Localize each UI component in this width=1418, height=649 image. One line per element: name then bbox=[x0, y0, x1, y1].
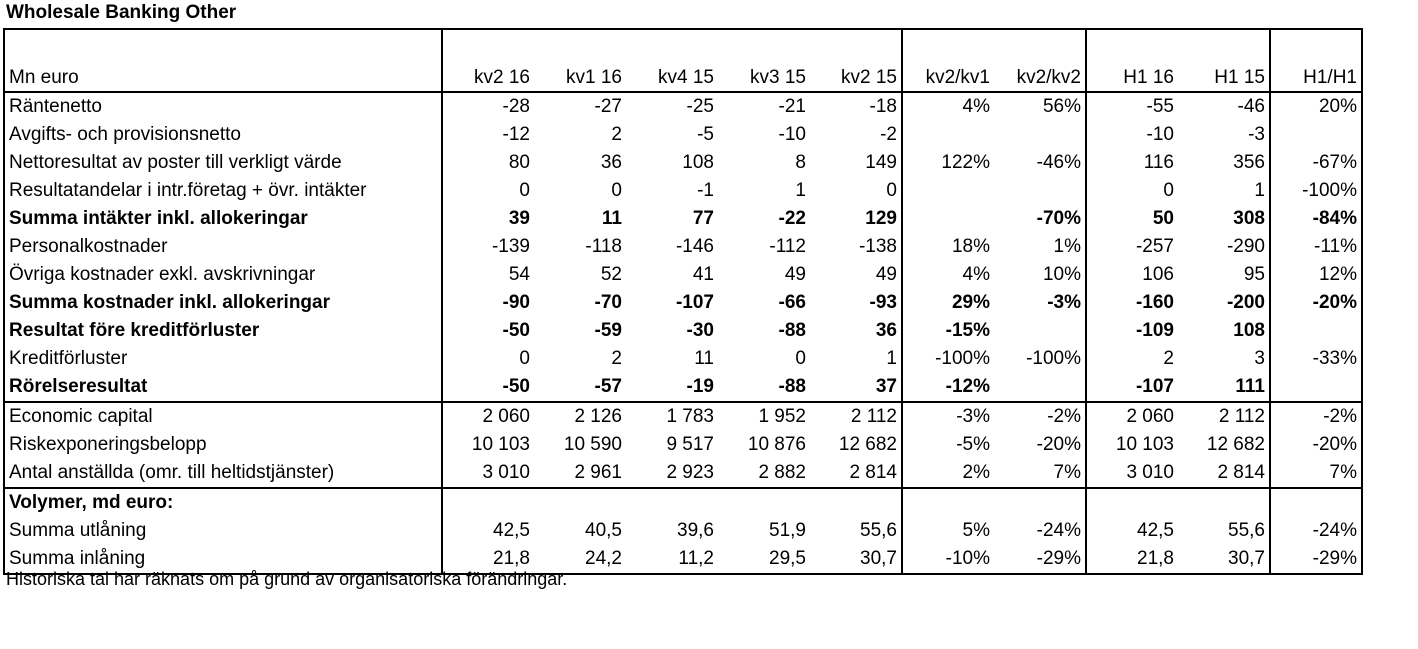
table-cell: 111 bbox=[1235, 376, 1265, 397]
table-cell: 9 517 bbox=[666, 434, 714, 455]
table-row bbox=[4, 205, 1362, 233]
table-cell bbox=[902, 205, 994, 233]
table-cell: 308 bbox=[1233, 208, 1265, 229]
table-cell: -33% bbox=[1270, 345, 1362, 373]
table-row bbox=[4, 92, 1362, 121]
table-cell: 49 bbox=[784, 264, 806, 285]
table-cell: -15% bbox=[902, 317, 994, 345]
column-header: kv2 16 bbox=[442, 29, 534, 92]
table-cell: 3 bbox=[1254, 348, 1265, 369]
row-label: Rörelseresultat bbox=[4, 373, 442, 402]
row-label: Avgifts- och provisionsnetto bbox=[4, 121, 442, 149]
row-label: Resultatandelar i intr.företag + övr. intäkter bbox=[4, 177, 442, 205]
table-cell: 10 590 bbox=[563, 434, 622, 455]
table-cell: 1 783 bbox=[626, 402, 718, 431]
table-cell bbox=[1270, 373, 1362, 402]
table-cell: 2% bbox=[902, 459, 994, 488]
table-cell: -2% bbox=[1270, 402, 1362, 431]
table-cell: 1 bbox=[795, 180, 806, 201]
table-cell: 0 bbox=[442, 345, 534, 373]
table-cell: 30,7 bbox=[1178, 545, 1270, 574]
table-cell: 18% bbox=[902, 233, 994, 261]
table-cell: -139 bbox=[442, 233, 534, 261]
table-row bbox=[4, 233, 1362, 261]
table-cell: 356 bbox=[1233, 152, 1265, 173]
table-cell: 10 103 bbox=[1086, 431, 1178, 459]
table-cell: 42,5 bbox=[1086, 517, 1178, 545]
table-cell: -28 bbox=[442, 92, 534, 121]
table-cell: -70 bbox=[594, 292, 622, 313]
table-cell: 11,2 bbox=[626, 545, 718, 574]
table-cell: 10 876 bbox=[747, 434, 806, 455]
table-cell: -5% bbox=[902, 431, 994, 459]
table-cell: -12 bbox=[442, 121, 534, 149]
table-cell bbox=[442, 488, 534, 517]
table-row bbox=[4, 317, 1362, 345]
table-cell: -100% bbox=[1270, 177, 1362, 205]
table-cell: 21,8 bbox=[1086, 545, 1178, 574]
table-cell bbox=[902, 488, 994, 517]
table-cell: 2 bbox=[611, 124, 622, 145]
table-cell: -290 bbox=[1226, 236, 1265, 257]
table-cell: 12% bbox=[1270, 261, 1362, 289]
column-header: kv1 16 bbox=[534, 29, 626, 92]
table-cell: 2 bbox=[1086, 345, 1178, 373]
table-cell: 116 bbox=[1086, 149, 1178, 177]
table-cell: 2 923 bbox=[666, 462, 714, 483]
row-label: Övriga kostnader exkl. avskrivningar bbox=[4, 261, 442, 289]
column-header: kv3 15 bbox=[718, 29, 810, 92]
table-cell: -57 bbox=[594, 376, 622, 397]
table-cell: -109 bbox=[1086, 317, 1178, 345]
table-cell: 3 010 bbox=[442, 459, 534, 488]
table-cell: -2% bbox=[994, 402, 1086, 431]
table-cell: 1 bbox=[1254, 180, 1265, 201]
table-cell: -27 bbox=[594, 96, 622, 117]
table-cell: -24% bbox=[1036, 520, 1081, 541]
table-cell: -20% bbox=[1270, 289, 1362, 317]
table-cell bbox=[718, 488, 810, 517]
table-cell bbox=[902, 121, 994, 149]
table-cell: 30,7 bbox=[810, 545, 902, 574]
table-cell: 2 bbox=[611, 348, 622, 369]
row-label: Summa kostnader inkl. allokeringar bbox=[4, 289, 442, 317]
table-cell: 129 bbox=[865, 208, 897, 229]
table-cell: -107 bbox=[675, 292, 714, 313]
table-cell: -3 bbox=[1248, 124, 1265, 145]
table-cell: -24% bbox=[1270, 517, 1362, 545]
table-cell: 40,5 bbox=[585, 520, 622, 541]
table-cell: -112 bbox=[769, 236, 806, 257]
column-header: H1 15 bbox=[1178, 29, 1270, 92]
table-cell: 0 bbox=[611, 180, 622, 201]
table-cell: -107 bbox=[1086, 373, 1178, 402]
table-cell: 55,6 bbox=[1228, 520, 1265, 541]
table-cell bbox=[810, 488, 902, 517]
table-cell: 11 bbox=[694, 348, 714, 369]
table-cell: 42,5 bbox=[442, 517, 534, 545]
table-cell: 5% bbox=[902, 517, 994, 545]
table-cell: 108 bbox=[682, 152, 714, 173]
table-cell bbox=[994, 317, 1086, 345]
table-cell: -160 bbox=[1086, 289, 1178, 317]
table-cell: 55,6 bbox=[860, 520, 897, 541]
table-cell: -90 bbox=[442, 289, 534, 317]
table-cell: 2 112 bbox=[1178, 402, 1270, 431]
table-cell: 12 682 bbox=[838, 434, 897, 455]
table-cell: -118 bbox=[585, 236, 622, 257]
table-cell: 50 bbox=[1086, 205, 1178, 233]
table-cell: 7% bbox=[1053, 462, 1081, 483]
table-cell: 52 bbox=[600, 264, 622, 285]
table-cell: -20% bbox=[1036, 434, 1081, 455]
table-cell: -2 bbox=[880, 124, 897, 145]
page-title: Wholesale Banking Other bbox=[6, 2, 237, 23]
table-cell: 2 060 bbox=[1086, 402, 1178, 431]
table-cell: 95 bbox=[1243, 264, 1265, 285]
header-row bbox=[4, 29, 1362, 92]
table-cell: 0 bbox=[442, 177, 534, 205]
table-cell: 29,5 bbox=[718, 545, 810, 574]
row-label: Summa utlåning bbox=[4, 517, 442, 545]
table-row bbox=[4, 517, 1362, 545]
table-row bbox=[4, 373, 1362, 402]
table-cell: 51,9 bbox=[769, 520, 806, 541]
column-header: kv2/kv1 bbox=[902, 29, 994, 92]
table-cell: 2 060 bbox=[442, 402, 534, 431]
table-cell: -22 bbox=[778, 208, 806, 229]
table-cell: -59 bbox=[594, 320, 622, 341]
table-cell: 8 bbox=[795, 152, 806, 173]
table-row bbox=[4, 177, 1362, 205]
table-cell bbox=[534, 488, 626, 517]
table-cell: -200 bbox=[1226, 292, 1265, 313]
table-cell: -10 bbox=[1086, 121, 1178, 149]
table-cell: -66 bbox=[778, 292, 806, 313]
table-cell: -21 bbox=[778, 96, 806, 117]
column-header: kv4 15 bbox=[626, 29, 718, 92]
table-cell: -19 bbox=[686, 376, 714, 397]
table-cell: 1 bbox=[886, 348, 897, 369]
table-cell: 24,2 bbox=[534, 545, 626, 574]
table-cell: -100% bbox=[1026, 348, 1081, 369]
table-cell bbox=[902, 177, 994, 205]
table-cell bbox=[1270, 121, 1362, 149]
table-cell bbox=[994, 488, 1086, 517]
table-cell: -25 bbox=[686, 96, 714, 117]
table-cell: 3 010 bbox=[1086, 459, 1178, 488]
table-cell: -67% bbox=[1270, 149, 1362, 177]
row-label: Räntenetto bbox=[4, 92, 442, 121]
table-row bbox=[4, 261, 1362, 289]
table-cell: 37 bbox=[875, 376, 897, 397]
table-cell bbox=[1270, 488, 1362, 517]
table-cell: 2 814 bbox=[849, 462, 897, 483]
table-cell bbox=[1270, 317, 1362, 345]
table-row bbox=[4, 402, 1362, 431]
table-cell: 7% bbox=[1270, 459, 1362, 488]
table-cell: 20% bbox=[1270, 92, 1362, 121]
table-cell: -29% bbox=[994, 545, 1086, 574]
row-label: Summa intäkter inkl. allokeringar bbox=[4, 205, 442, 233]
table-cell: 0 bbox=[1086, 177, 1178, 205]
table-cell: -93 bbox=[869, 292, 897, 313]
table-cell: 54 bbox=[442, 261, 534, 289]
column-header: H1 16 bbox=[1086, 29, 1178, 92]
table-cell: -12% bbox=[902, 373, 994, 402]
table-cell: 56% bbox=[1042, 96, 1081, 117]
row-label: Resultat före kreditförluster bbox=[4, 317, 442, 345]
table-cell: 4% bbox=[902, 92, 994, 121]
table-cell: -55 bbox=[1086, 92, 1178, 121]
table-cell: 106 bbox=[1086, 261, 1178, 289]
column-header: kv2/kv2 bbox=[994, 29, 1086, 92]
table-cell: 2 112 bbox=[810, 402, 902, 431]
table-cell: -50 bbox=[442, 373, 534, 402]
table-cell: 2 126 bbox=[534, 402, 626, 431]
table-cell: -1 bbox=[697, 180, 714, 201]
table-cell: 10 103 bbox=[442, 431, 534, 459]
table-cell: -10 bbox=[778, 124, 806, 145]
table-cell: -3% bbox=[1047, 292, 1081, 313]
header-unit-label: Mn euro bbox=[4, 29, 442, 92]
table-cell: 12 682 bbox=[1206, 434, 1265, 455]
table-cell: -20% bbox=[1270, 431, 1362, 459]
table-cell: -3% bbox=[902, 402, 994, 431]
table-cell: 2 882 bbox=[758, 462, 806, 483]
table-cell: -138 bbox=[858, 236, 897, 257]
financial-table bbox=[3, 28, 1363, 575]
table-row bbox=[4, 431, 1362, 459]
table-cell: -100% bbox=[902, 345, 994, 373]
table-cell: 29% bbox=[902, 289, 994, 317]
table-cell: 10% bbox=[1042, 264, 1081, 285]
table-cell: 2 814 bbox=[1217, 462, 1265, 483]
table-cell: 11 bbox=[601, 208, 622, 229]
table-cell: -11% bbox=[1270, 233, 1362, 261]
table-cell bbox=[994, 121, 1086, 149]
row-label: Nettoresultat av poster till verkligt värde bbox=[4, 149, 442, 177]
footnote: Historiska tal har räknats om på grund av organisatoriska förändringar. bbox=[6, 569, 568, 589]
table-cell: -18 bbox=[869, 96, 897, 117]
table-cell: -146 bbox=[675, 236, 714, 257]
table-cell: 1% bbox=[1053, 236, 1081, 257]
table-cell: 39,6 bbox=[677, 520, 714, 541]
table-cell: 21,8 bbox=[442, 545, 534, 574]
table-row bbox=[4, 488, 1362, 517]
row-label: Kreditförluster bbox=[4, 345, 442, 373]
table-cell: -84% bbox=[1270, 205, 1362, 233]
table-cell bbox=[1178, 488, 1270, 517]
table-cell: -50 bbox=[442, 317, 534, 345]
table-cell bbox=[626, 488, 718, 517]
table-cell: -88 bbox=[778, 376, 806, 397]
row-label: Volymer, md euro: bbox=[4, 488, 442, 517]
table-cell: -257 bbox=[1086, 233, 1178, 261]
row-label: Riskexponeringsbelopp bbox=[4, 431, 442, 459]
table-row bbox=[4, 121, 1362, 149]
table-cell: -29% bbox=[1270, 545, 1362, 574]
table-cell bbox=[1086, 488, 1178, 517]
table-cell bbox=[994, 373, 1086, 402]
table-cell: 80 bbox=[442, 149, 534, 177]
table-cell: 4% bbox=[902, 261, 994, 289]
row-label: Economic capital bbox=[4, 402, 442, 431]
table-cell: -46% bbox=[1036, 152, 1081, 173]
table-cell: 36 bbox=[875, 320, 897, 341]
column-header: H1/H1 bbox=[1270, 29, 1362, 92]
table-cell: -10% bbox=[902, 545, 994, 574]
table-cell: 108 bbox=[1233, 320, 1265, 341]
table-cell: 122% bbox=[902, 149, 994, 177]
table-cell: 77 bbox=[692, 208, 714, 229]
table-cell: -46 bbox=[1237, 96, 1265, 117]
row-label: Antal anställda (omr. till heltidstjänster) bbox=[4, 459, 442, 488]
row-label: Personalkostnader bbox=[4, 233, 442, 261]
table-cell: 1 952 bbox=[718, 402, 810, 431]
table-cell: 36 bbox=[600, 152, 622, 173]
table-cell: 41 bbox=[692, 264, 714, 285]
column-header: kv2 15 bbox=[810, 29, 902, 92]
table-cell: -70% bbox=[1036, 208, 1081, 229]
table-row bbox=[4, 149, 1362, 177]
table-cell: 2 961 bbox=[574, 462, 622, 483]
table-row bbox=[4, 459, 1362, 488]
table-cell: 0 bbox=[795, 348, 806, 369]
table-cell: 49 bbox=[875, 264, 897, 285]
table-row bbox=[4, 289, 1362, 317]
table-cell bbox=[994, 177, 1086, 205]
row-label: Summa inlåning bbox=[4, 545, 442, 574]
table-cell: -30 bbox=[686, 320, 714, 341]
table-cell: 149 bbox=[865, 152, 897, 173]
table-cell: 0 bbox=[886, 180, 897, 201]
table-cell: -5 bbox=[697, 124, 714, 145]
table-row bbox=[4, 345, 1362, 373]
table-cell: -88 bbox=[778, 320, 806, 341]
table-cell: 39 bbox=[442, 205, 534, 233]
